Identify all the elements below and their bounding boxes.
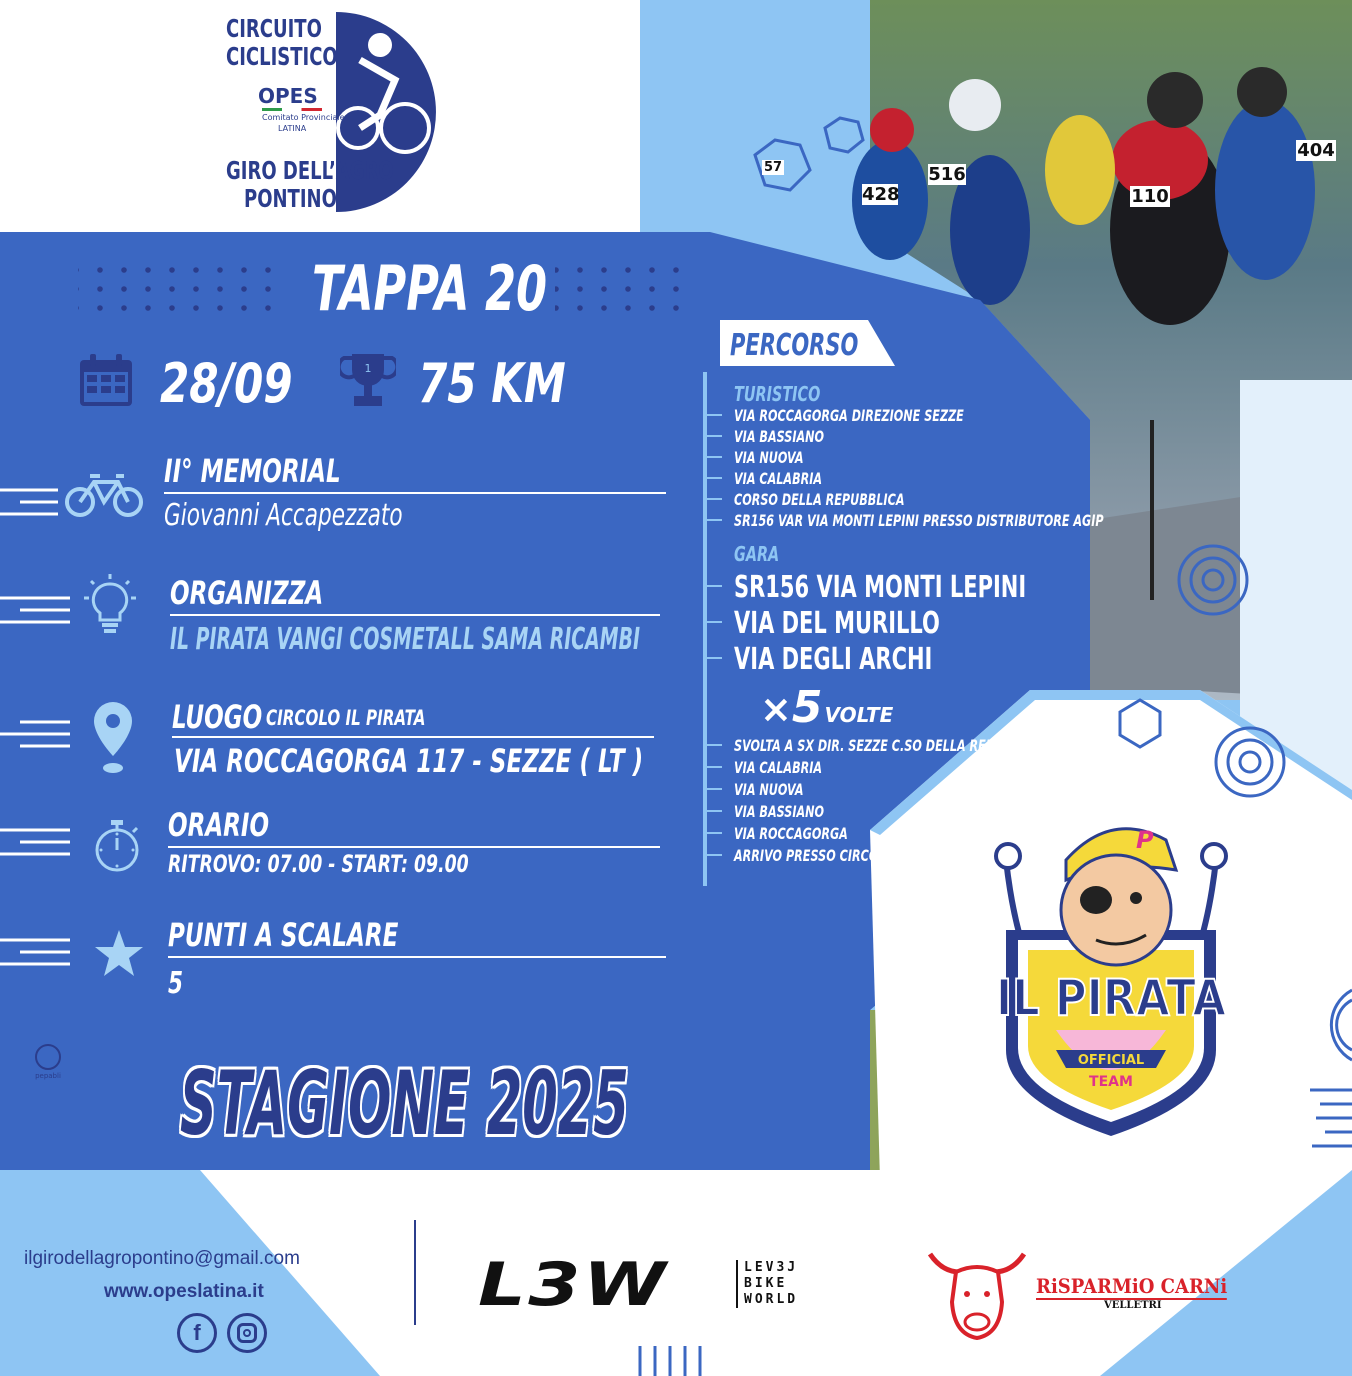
pirate-team-name: IL PIRATA <box>996 969 1227 1027</box>
laps-prefix: × <box>760 687 792 731</box>
logo-line4: PONTINO <box>244 184 337 213</box>
race-step-2: VIA DEL MURILLO <box>734 606 940 641</box>
sponsor-l3w-logo <box>478 1250 838 1320</box>
points-divider <box>168 956 666 958</box>
pirate-team-subtitle1: OFFICIAL <box>1077 1053 1145 1068</box>
rider-bib-2: 516 <box>928 164 966 185</box>
sponsor-l3w-text3: WORLD <box>744 1292 799 1307</box>
sponsor-l3w-text1: LEV3J <box>744 1260 799 1275</box>
italy-flag-stripe <box>262 108 322 111</box>
pepabli-logo <box>28 1044 68 1080</box>
points-value: 5 <box>168 966 184 1001</box>
organizer-value: IL PIRATA VANGI COSMETALL SAMA RICAMBI <box>170 622 641 657</box>
sponsor-l3w-mark: L3W <box>478 1250 669 1320</box>
stage-title: TAPPA 20 <box>312 252 548 325</box>
finish-step-3: VIA NUOVA <box>734 780 804 799</box>
logo-line1: CIRCUITO <box>226 14 322 43</box>
time-divider <box>168 846 660 848</box>
touristic-step-4: VIA CALABRIA <box>734 469 823 488</box>
race-step-3: VIA DEGLI ARCHI <box>734 642 933 677</box>
race-label: GARA <box>734 542 780 566</box>
rider-bib-5: 57 <box>763 160 783 175</box>
season-title: STAGIONE 2025 <box>180 1052 629 1155</box>
sponsor-l3w-text2: BIKE <box>744 1276 788 1291</box>
organizer-divider <box>170 614 660 616</box>
rider-bib-1: 428 <box>862 184 900 205</box>
touristic-label: TURISTICO <box>734 382 821 406</box>
logo-org-sub2: LATINA <box>278 124 307 133</box>
place-address: VIA ROCCAGORGA 117 - SEZZE ( LT ) <box>174 742 644 780</box>
svg-text:1: 1 <box>364 362 372 375</box>
bull-head-icon <box>922 1242 1032 1342</box>
logo-org: OPES <box>258 84 318 108</box>
contact-website[interactable]: www.opeslatina.it <box>104 1281 264 1302</box>
finish-step-1: SVOLTA A SX DIR. SEZZE C.SO DELLA REPUBBLICA <box>734 736 1049 755</box>
sponsor-risparmio-name: RiSPARMiO CARNi <box>1036 1274 1228 1298</box>
route-heading: PERCORSO <box>730 328 859 363</box>
pepabli-text: pepabli <box>35 1072 61 1080</box>
pirate-team-subtitle2: TEAM <box>1089 1074 1133 1090</box>
dot-grid-right <box>555 258 695 322</box>
place-venue: CIRCOLO IL PIRATA <box>266 706 426 730</box>
touristic-step-1: VIA ROCCAGORGA DIREZIONE SEZZE <box>734 406 964 425</box>
finish-step-2: VIA CALABRIA <box>734 758 823 777</box>
time-title: ORARIO <box>168 806 270 844</box>
logo-org-sub1: Comitato Provinciale <box>262 113 345 122</box>
calendar-icon <box>78 352 134 408</box>
finish-step-4: VIA BASSIANO <box>734 802 825 821</box>
memorial-name: Giovanni Accapezzato <box>164 498 403 533</box>
time-value: RITROVO: 07.00 - START: 09.00 <box>168 850 469 878</box>
dot-grid-left <box>78 258 278 322</box>
touristic-step-5: CORSO DELLA REPUBBLICA <box>734 490 905 509</box>
laps-indicator <box>760 682 893 733</box>
memorial-divider <box>164 492 666 494</box>
trophy-icon <box>340 350 396 410</box>
touristic-step-2: VIA BASSIANO <box>734 427 825 446</box>
place-title: LUOGO <box>172 698 263 736</box>
logo-line3: GIRO DELL’AGRO <box>226 156 394 185</box>
pirate-badge-letter: P <box>1136 826 1154 854</box>
location-pin-icon <box>92 700 134 776</box>
finish-step-5: VIA ROCCAGORGA <box>734 824 848 843</box>
place-divider <box>172 736 654 738</box>
organizer-title: ORGANIZZA <box>170 574 324 612</box>
logo-line2: CICLISTICO <box>226 42 338 71</box>
rider-bib-3: 110 <box>1131 186 1169 207</box>
contact-email[interactable]: ilgirodellagropontino@gmail.com <box>24 1248 300 1269</box>
laps-suffix: VOLTE <box>824 703 894 727</box>
event-date: 28/09 <box>160 352 293 415</box>
sponsor-risparmio-city: VELLETRI <box>1104 1300 1162 1311</box>
instagram-icon[interactable] <box>227 1313 267 1353</box>
event-distance: 75 KM <box>418 352 566 415</box>
facebook-icon[interactable]: f <box>177 1313 217 1353</box>
finish-step-6: ARRIVO PRESSO CIRCOLO IL PIRATA <box>734 846 958 865</box>
star-icon <box>94 928 144 978</box>
touristic-step-3: VIA NUOVA <box>734 448 804 467</box>
pirate-team-logo <box>986 800 1236 1140</box>
bicycle-icon <box>64 472 144 518</box>
lightbulb-icon <box>80 574 140 638</box>
memorial-title: II° MEMORIAL <box>164 452 341 490</box>
stopwatch-icon <box>92 818 142 874</box>
touristic-step-6: SR156 VAR VIA MONTI LEPINI PRESSO DISTRIBUTORE AGIP <box>734 511 1104 530</box>
points-title: PUNTI A SCALARE <box>168 916 399 954</box>
rider-bib-4: 404 <box>1297 140 1335 161</box>
laps-count: 5 <box>791 682 823 733</box>
race-step-1: SR156 VIA MONTI LEPINI <box>734 570 1027 605</box>
